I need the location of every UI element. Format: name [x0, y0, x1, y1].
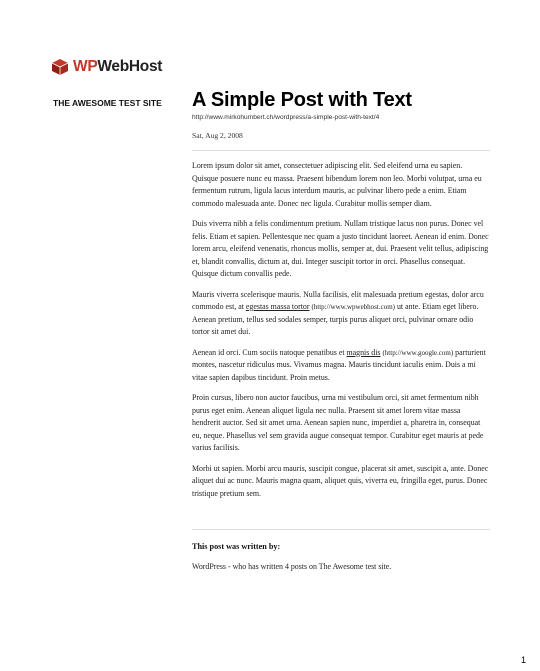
paragraph-2: Duis viverra nibh a felis condimentum pretium. Nullam tristique lacus non purus. Donec vel felis. Etiam et sapien. Pellentesque nec quam a justo tincidunt laoreet. Aenean id enim. Donec lorem arcu, eleifend venenatis, rhoncus mollis, semper at, dui. Praesent velit tellus, adipiscing et, blandit convallis, dictum at, dui. Integer suscipit tortor in orci. Phasellus consequat. Quisque dictum convallis pede. — [192, 219, 489, 278]
link-url-text: (http://www.google.com) — [382, 348, 454, 357]
paragraph-4-text: Aenean id orci. Cum sociis natoque penatibus et — [192, 347, 347, 357]
paragraph-5: Proin cursus, libero non auctor faucibus, urna mi vestibulum orci, sit amet fermentum nibh purus eget enim. Aenean aliquet ligula nec nulla. Praesent sit amet lorem vitae massa hendrerit auctor. Sed sit amet urna. Aenean sapien nunc, imperdiet a, pharetra in, consequat eu, neque. Phasellus vel sem gravida augue consequat tempor. Curabitur eget mauris at pede varius facilisis. — [192, 393, 484, 452]
logo-text-wp: WP — [73, 58, 98, 75]
paragraph-3-text: Mauris viverra scelerisque mauris. Nulla facilisis, elit malesuada pretium egestas, dolor arcu commodo est, at — [192, 289, 484, 311]
post-date: Sat, Aug 2, 2008 — [192, 131, 243, 140]
author-heading: This post was written by: — [192, 542, 281, 551]
divider — [192, 529, 490, 530]
author-text: WordPress - who has written 4 posts on The Awesome test site. — [192, 562, 392, 571]
logo-text — [73, 58, 162, 76]
magnis-dis-link[interactable]: magnis dis — [346, 347, 381, 357]
post-url: http://www.mirkohumbert.ch/wordpress/a-simple-post-with-text/4 — [192, 114, 380, 121]
page-number: 1 — [521, 655, 527, 665]
cube-logo-icon — [51, 58, 69, 76]
paragraph-3-text-end: ut ante. Etiam eget libero. Aenean pretium, tellus sed sodales semper, turpis purus aliquet orci, pulvinar ornare odio tortor sit amet dui. — [192, 302, 479, 336]
paragraph-1: Lorem ipsum dolor sit amet, consectetuer adipiscing elit. Sed eleifend urna eu sapien. Quisque posuere nunc eu massa. Praesent bibendum lorem non leo. Morbi volutpat, urna eu fermentum rutrum, ligula lacus interdum mauris, ac pulvinar libero pede a enim. Etiam commodo malesuada ante. Donec nec ligula. Curabitur mollis semper diam. — [192, 161, 482, 208]
divider — [192, 150, 490, 151]
paragraph-4 — [192, 347, 490, 385]
post-content — [192, 160, 490, 500]
post-title: A Simple Post with Text — [192, 89, 412, 111]
egestas-massa-tortor-link[interactable]: egestas massa tortor — [245, 302, 310, 311]
wpwebhost-logo — [51, 58, 162, 76]
paragraph-3 — [192, 289, 490, 339]
paragraph-6: Morbi ut sapien. Morbi arcu mauris, suscipit congue, placerat sit amet, suscipit a, ante. Donec aliquet dui ac nunc. Mauris magna quam, aliquet quis, viverra eu, fringilla eget, purus. Donec tristique pretium sem. — [192, 463, 489, 498]
site-name: THE AWESOME TEST SITE — [53, 98, 162, 108]
paragraph-4-text-end: parturient montes, nascetur ridiculus mus. Vivamus magna. Mauris tincidunt iaculis enim. Duis a mi vitae sapien dapibus tincidunt. Proin metus. — [192, 347, 486, 382]
link-url-text: (http://www.wpwebhost.com) — [311, 303, 395, 311]
post-main — [192, 88, 490, 573]
logo-text-webhost: WebHost — [97, 58, 163, 75]
